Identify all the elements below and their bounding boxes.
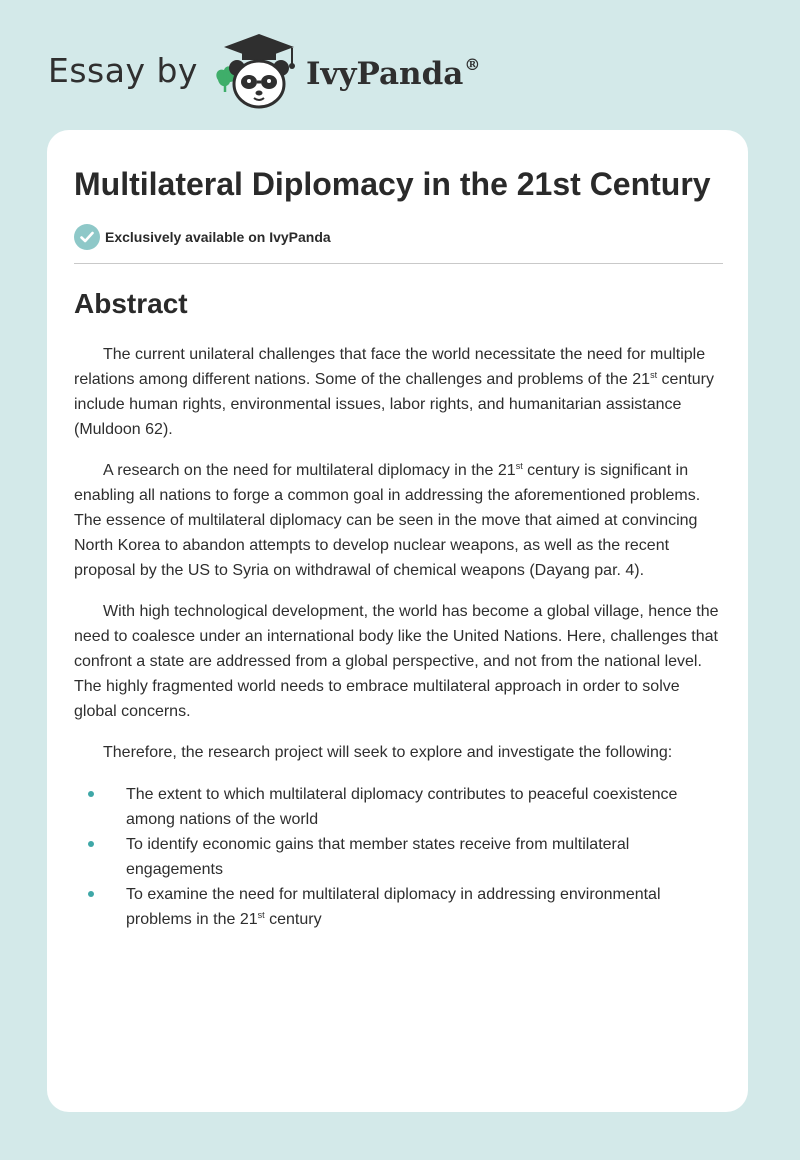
section-heading: Abstract (74, 288, 188, 319)
list-item: The extent to which multilateral diplomacy contributes to peaceful coexistence among nations of the world (74, 782, 723, 832)
list-item: To examine the need for multilateral diplomacy in addressing environmental problems in the 21st century (74, 882, 723, 932)
exclusive-label: Exclusively available on IvyPanda (105, 229, 331, 245)
paragraph: With high technological development, the world has become a global village, hence the need to coalesce under an international body like the United Nations. Here, challenges that confront a state are addressed from a global perspective, and not from the national level. The highly fragmented world needs to embrace multilateral approach in order to solve global concerns. (74, 603, 719, 720)
bullet-dot-icon (88, 791, 94, 797)
essay-card (47, 130, 748, 1112)
page-title: Multilateral Diplomacy in the 21st Century (74, 166, 711, 202)
check-badge-icon (74, 224, 100, 250)
panda-graduate-logo-icon[interactable] (212, 30, 302, 110)
paragraph: The current unilateral challenges that face the world necessitate the need for multiple relations among different nations. Some of the challenges and problems of the 21st century include human rights, environmental issues, labor rights, and humanitarian assistance (Muldoon 62). (74, 346, 715, 438)
paragraph: Therefore, the research project will seek to explore and investigate the following: (103, 744, 673, 761)
site-header (48, 30, 480, 110)
list-item: To identify economic gains that member states receive from multilateral engagements (74, 832, 723, 882)
essay-by-label: Essay by (48, 50, 198, 90)
brand-name[interactable]: IvyPanda® (305, 54, 481, 92)
objectives-list (74, 782, 723, 932)
bullet-dot-icon (88, 891, 94, 897)
exclusive-notice (74, 224, 723, 250)
registered-mark: ® (464, 54, 481, 74)
essay-content (74, 164, 723, 932)
paragraph: A research on the need for multilateral diplomacy in the 21st century is significant in enabling all nations to forge a common goal in addressing the aforementioned problems. The essence of multilateral diplomacy can be seen in the move that aimed at convincing North Korea to abandon attempts to develop nuclear weapons, as well as the recent proposal by the US to Syria on withdrawal of chemical weapons (Dayang par. 4). (74, 461, 701, 579)
bullet-dot-icon (88, 841, 94, 847)
divider (74, 263, 723, 264)
